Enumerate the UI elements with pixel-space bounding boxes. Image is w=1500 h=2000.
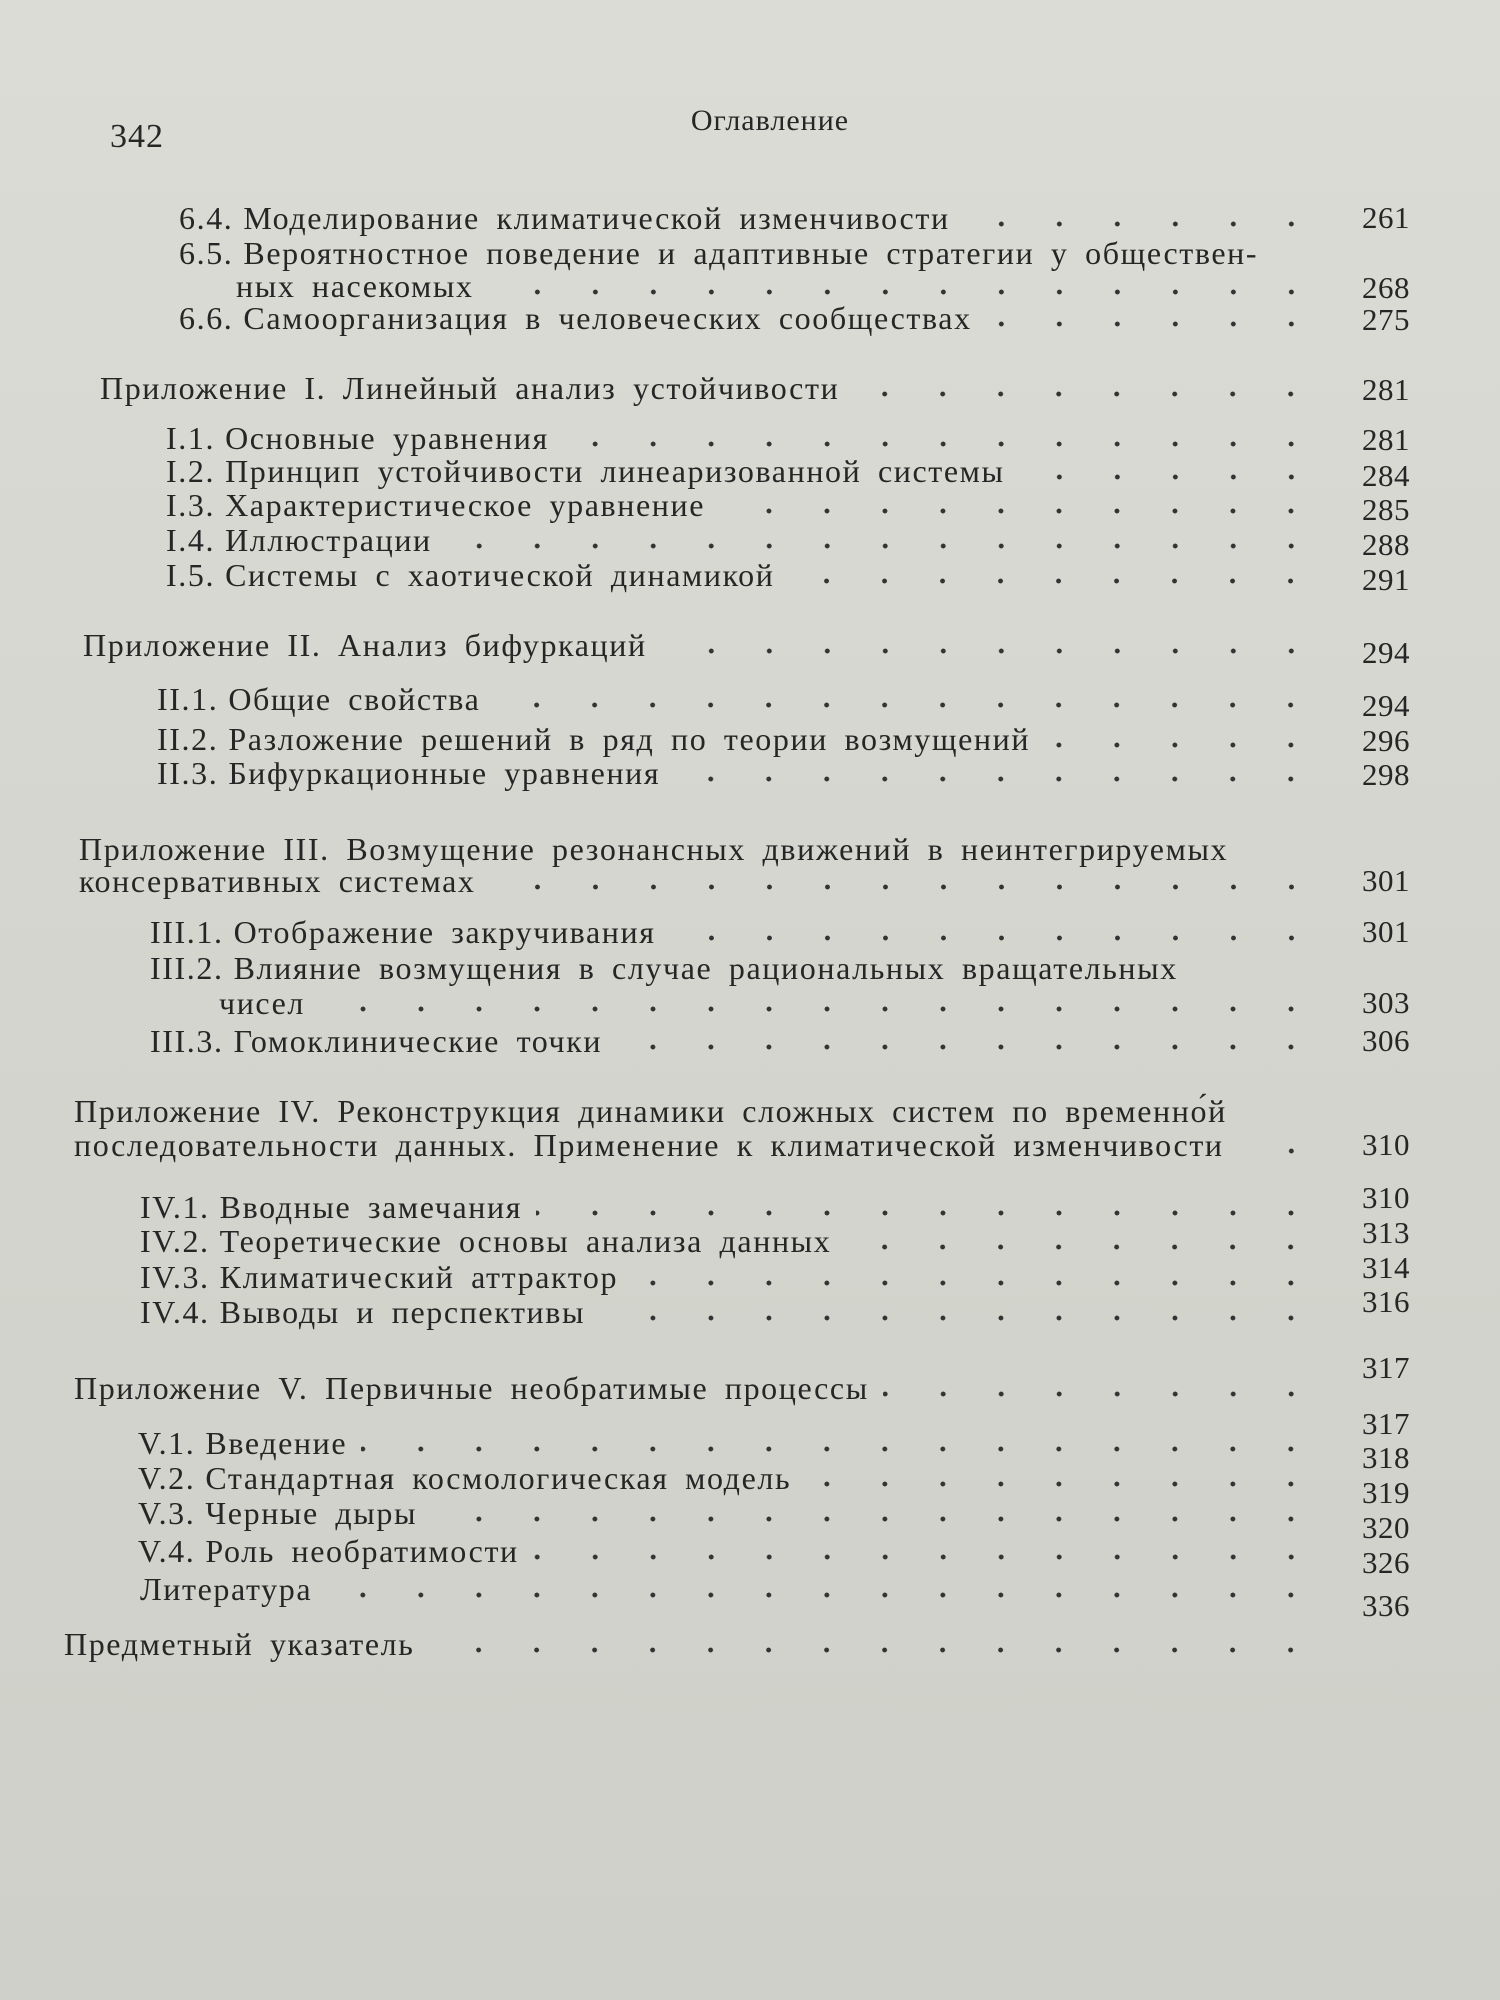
dot-leader — [533, 1553, 1320, 1561]
toc-entry-number: I.5. — [166, 557, 216, 593]
toc-entry — [166, 557, 1320, 593]
toc-entry-number: III.3. — [150, 1023, 224, 1059]
toc-entry-page: 294 — [1362, 688, 1410, 723]
toc-entry — [79, 863, 1320, 899]
toc-entry-title: Вводные замечания — [219, 1189, 523, 1225]
toc-entry-title: Гомоклинические точки — [233, 1023, 603, 1059]
toc-entry-number: 6.4. — [179, 200, 234, 236]
toc-entry — [140, 1259, 1320, 1295]
dot-leader — [599, 1314, 1320, 1322]
toc-entry-number: II.2. — [157, 721, 219, 757]
toc-entry-number: IV.3. — [140, 1259, 210, 1295]
toc-entry-page: 313 — [1362, 1215, 1410, 1250]
toc-entry-number: II.3. — [157, 755, 219, 791]
dot-leader — [853, 390, 1320, 398]
dot-leader — [674, 775, 1320, 783]
toc-entry — [64, 1626, 1320, 1662]
dot-leader — [883, 1390, 1320, 1398]
toc-entry-title: Вероятностное поведение и адаптивные стратегии у обществен- — [243, 235, 1259, 271]
toc-entry-title: Принцип устойчивости линеаризованной системы — [225, 453, 1005, 489]
toc-entry-page: 281 — [1362, 372, 1410, 407]
toc-entry — [166, 453, 1320, 489]
toc-entry-page: 261 — [1362, 200, 1410, 235]
toc-entry — [157, 681, 1320, 717]
dot-leader — [1019, 473, 1320, 481]
toc-entry — [83, 627, 1320, 663]
toc-entry-number: I.3. — [166, 487, 216, 523]
toc-entry — [138, 1495, 1320, 1531]
toc-entry — [179, 200, 1320, 236]
toc-entry — [166, 487, 1320, 523]
toc-entry — [138, 1425, 1320, 1461]
toc-entry-page: 320 — [1362, 1510, 1410, 1545]
toc-entry-page: 310 — [1362, 1180, 1410, 1215]
toc-entry — [236, 268, 1320, 304]
toc-entry-page: 317 — [1362, 1406, 1410, 1441]
toc-entry-page: 317 — [1362, 1350, 1410, 1385]
toc-entry-page: 306 — [1362, 1023, 1410, 1058]
toc-entry — [140, 1571, 1320, 1607]
dot-leader — [431, 1515, 1320, 1523]
toc-entry-number: 6.5. — [179, 235, 234, 271]
toc-entry-number: 6.6. — [179, 300, 234, 336]
toc-entry-title: Выводы и перспективы — [219, 1294, 586, 1330]
toc-entry-title: Влияние возмущения в случае рациональных вращательных — [233, 950, 1178, 986]
toc-entry-number: I.4. — [166, 522, 216, 558]
dot-leader — [446, 542, 1320, 550]
toc-entry-title: Отображение закручивания — [233, 914, 656, 950]
dot-leader — [1238, 1147, 1320, 1155]
toc-entry-page: 336 — [1362, 1588, 1410, 1623]
toc-entry-page: 319 — [1362, 1475, 1410, 1510]
toc-entry-title: Общие свойства — [228, 681, 481, 717]
toc-entry-title: Приложение II. Анализ бифуркаций — [83, 627, 647, 663]
toc-entry — [150, 1023, 1320, 1059]
toc-entry-title: Роль необратимости — [205, 1533, 519, 1569]
dot-leader — [632, 1279, 1320, 1287]
toc-entry-title: Моделирование климатической изменчивости — [243, 200, 950, 236]
toc-entry-title: Приложение I. Линейный анализ устойчивости — [100, 370, 840, 406]
toc-entry — [74, 1127, 1320, 1163]
toc-entry — [79, 831, 1320, 867]
toc-entry-title: Климатический аттрактор — [219, 1259, 619, 1295]
dot-leader — [361, 1445, 1320, 1453]
toc-entry — [138, 1460, 1320, 1496]
toc-entry-title: Разложение решений в ряд по теории возмущений — [228, 721, 1031, 757]
toc-entry-page: 291 — [1362, 562, 1410, 597]
toc-entry-page: 268 — [1362, 270, 1410, 305]
toc-entry-title: Введение — [205, 1425, 348, 1461]
toc-entry-page: 301 — [1362, 914, 1410, 949]
dot-leader — [563, 440, 1320, 448]
toc-entry-page: 301 — [1362, 863, 1410, 898]
dot-leader — [488, 288, 1320, 296]
running-head-title: Оглавление — [690, 104, 850, 137]
toc-entry — [74, 1370, 1320, 1406]
toc-entry-title: консервативных системах — [79, 863, 476, 899]
toc-entry-page: 318 — [1362, 1440, 1410, 1475]
toc-entry-title: Стандартная космологическая модель — [205, 1460, 792, 1496]
toc-entry-number: V.4. — [138, 1533, 196, 1569]
dot-leader — [661, 647, 1320, 655]
dot-leader — [490, 883, 1320, 891]
toc-entry-title: Литература — [140, 1571, 313, 1607]
dot-leader — [964, 220, 1320, 228]
toc-entry-number: I.1. — [166, 420, 216, 456]
page-number: 342 — [110, 118, 164, 155]
toc-entry-number: I.2. — [166, 453, 216, 489]
dot-leader — [845, 1243, 1320, 1251]
toc-entry-title: Приложение III. Возмущение резонансных движений в неинтегрируемых — [79, 831, 1229, 867]
toc-entry-number: IV.4. — [140, 1294, 210, 1330]
toc-entry — [157, 755, 1320, 791]
toc-entry-number: IV.2. — [140, 1223, 210, 1259]
dot-leader — [536, 1209, 1320, 1217]
dot-leader — [428, 1646, 1320, 1654]
toc-entry-title: Предметный указатель — [64, 1626, 415, 1662]
toc-entry-title: последовательности данных. Применение к климатической изменчивости — [74, 1127, 1224, 1163]
toc-entry-page: 314 — [1362, 1250, 1410, 1285]
toc-entry-title: Иллюстрации — [225, 522, 432, 558]
toc-entry-title: Характеристическое уравнение — [225, 487, 706, 523]
toc-entry-page: 281 — [1362, 422, 1410, 457]
dot-leader — [670, 934, 1320, 942]
toc-entry-title: Теоретические основы анализа данных — [219, 1223, 832, 1259]
toc-entry — [150, 914, 1320, 950]
toc-entry — [74, 1093, 1320, 1129]
dot-leader — [805, 1480, 1320, 1488]
dot-leader — [986, 320, 1320, 328]
toc-entry-title: Бифуркационные уравнения — [228, 755, 661, 791]
toc-entry-page: 275 — [1362, 302, 1410, 337]
toc-entry — [179, 235, 1320, 271]
toc-entry-page: 316 — [1362, 1284, 1410, 1319]
toc-entry-title: Приложение V. Первичные необратимые процессы — [74, 1370, 869, 1406]
dot-leader — [319, 1005, 1320, 1013]
toc-entry-number: V.1. — [138, 1425, 196, 1461]
toc-entry-page: 303 — [1362, 985, 1410, 1020]
toc-entry-page: 326 — [1362, 1545, 1410, 1580]
toc-entry — [140, 1223, 1320, 1259]
dot-leader — [494, 701, 1320, 709]
toc-entry-page: 288 — [1362, 527, 1410, 562]
toc-entry-page: 285 — [1362, 492, 1410, 527]
toc-entry-number: IV.1. — [140, 1189, 210, 1225]
dot-leader — [719, 507, 1320, 515]
toc-entry-title: чисел — [219, 985, 305, 1021]
toc-entry-title: Черные дыры — [205, 1495, 418, 1531]
toc-entry — [166, 420, 1320, 456]
toc-entry — [150, 950, 1320, 986]
toc-entry — [100, 370, 1320, 406]
toc-entry — [219, 985, 1320, 1021]
toc-entry-number: III.1. — [150, 914, 224, 950]
toc-entry-title: Приложение IV. Реконструкция динамики сложных систем по временно́й — [74, 1093, 1227, 1129]
toc-entry-page: 296 — [1362, 723, 1410, 758]
toc-entry-page: 298 — [1362, 757, 1410, 792]
toc-entry-page: 310 — [1362, 1127, 1410, 1162]
toc-entry-title: Основные уравнения — [225, 420, 549, 456]
dot-leader — [616, 1043, 1320, 1051]
toc-entry-number: V.2. — [138, 1460, 196, 1496]
toc-entry — [166, 522, 1320, 558]
toc-entry-number: II.1. — [157, 681, 219, 717]
toc-entry-title: Системы с хаотической динамикой — [225, 557, 775, 593]
toc-entry-page: 284 — [1362, 458, 1410, 493]
dot-leader — [326, 1591, 1320, 1599]
toc-entry-number: III.2. — [150, 950, 224, 986]
dot-leader — [1044, 741, 1320, 749]
dot-leader — [788, 577, 1320, 585]
toc-entry — [140, 1294, 1320, 1330]
toc-entry-title: ных насекомых — [236, 268, 474, 304]
toc-entry — [140, 1189, 1320, 1225]
toc-entry — [179, 300, 1320, 336]
toc-entry-title: Самоорганизация в человеческих сообществах — [243, 300, 972, 336]
toc-entry — [157, 721, 1320, 757]
toc-entry-number: V.3. — [138, 1495, 196, 1531]
toc-entry — [138, 1533, 1320, 1569]
toc-entry-page: 294 — [1362, 635, 1410, 670]
